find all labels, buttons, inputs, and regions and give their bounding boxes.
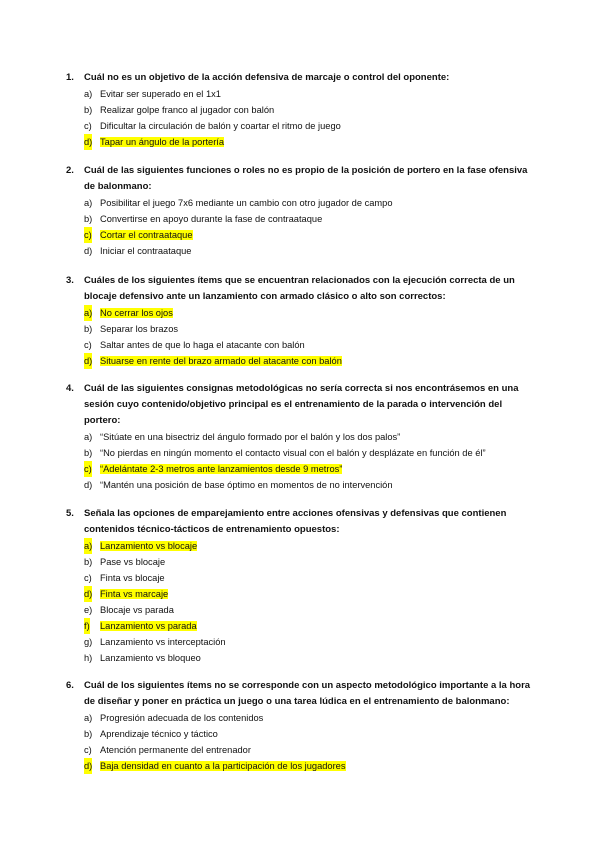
option-letter: a) [84, 198, 93, 208]
question-number: 3. [66, 275, 74, 286]
option-letter: f) [84, 618, 90, 634]
question-text: Señala las opciones de emparejamiento entre acciones ofensivas y defensivas que contienen contenidos técnico-tácticos de entrenamiento opuestos: [84, 508, 507, 535]
option-item [66, 570, 536, 586]
question-block [66, 70, 536, 150]
option-text: Finta vs marcaje [100, 589, 169, 599]
option-item-highlighted [66, 353, 536, 369]
option-letter: c) [84, 121, 92, 131]
question-text: Cuál de las siguientes funciones o roles no es propio de la posición de portero en la fase ofensiva de balonmano: [84, 165, 528, 192]
option-text: Lanzamiento vs interceptación [100, 637, 226, 647]
question-heading [66, 678, 536, 710]
option-letter: g) [84, 637, 93, 647]
option-letter: h) [84, 653, 93, 663]
option-letter: e) [84, 605, 93, 615]
option-item [66, 650, 536, 666]
option-letter: c) [84, 573, 92, 583]
option-letter: b) [84, 105, 93, 115]
option-item [66, 86, 536, 102]
option-letter: c) [84, 461, 92, 477]
option-item [66, 445, 536, 461]
option-text: “No pierdas en ningún momento el contacto visual con el balón y desplázate en función de él” [100, 448, 486, 458]
option-item [66, 321, 536, 337]
option-item [66, 477, 536, 493]
option-item [66, 243, 536, 259]
option-letter: d) [84, 246, 93, 256]
option-item [66, 742, 536, 758]
option-text: Baja densidad en cuanto a la participación de los jugadores [100, 761, 346, 771]
question-block [66, 506, 536, 666]
option-item-highlighted [66, 618, 536, 634]
option-text: Situarse en rente del brazo armado del atacante con balón [100, 356, 342, 366]
option-letter: a) [84, 713, 93, 723]
option-text: Blocaje vs parada [100, 605, 174, 615]
option-item [66, 710, 536, 726]
option-item-highlighted [66, 305, 536, 321]
option-text: Separar los brazos [100, 324, 179, 334]
option-item [66, 211, 536, 227]
option-item [66, 602, 536, 618]
option-text: Cortar el contraataque [100, 230, 193, 240]
option-letter: a) [84, 432, 93, 442]
question-number: 6. [66, 680, 74, 691]
option-text: Atención permanente del entrenador [100, 745, 251, 755]
option-letter: b) [84, 324, 93, 334]
option-letter: c) [84, 227, 92, 243]
question-number: 4. [66, 383, 74, 394]
question-block [66, 163, 536, 259]
option-letter: b) [84, 557, 93, 567]
option-text: Dificultar la circulación de balón y coartar el ritmo de juego [100, 121, 341, 131]
option-item [66, 102, 536, 118]
option-letter: b) [84, 729, 93, 739]
option-text: Posibilitar el juego 7x6 mediante un cambio con otro jugador de campo [100, 198, 393, 208]
option-text: Lanzamiento vs parada [100, 621, 197, 631]
question-heading [66, 163, 536, 195]
question-text: Cuáles de los siguientes ítems que se encuentran relacionados con la ejecución correcta de un blocaje defensivo ante un lanzamiento con armado clásico o alto son correctos: [84, 275, 515, 302]
option-item-highlighted [66, 586, 536, 602]
option-letter: c) [84, 340, 92, 350]
option-letter: b) [84, 214, 93, 224]
option-item [66, 726, 536, 742]
option-text: “Sitúate en una bisectriz del ángulo formado por el balón y los dos palos” [100, 432, 401, 442]
option-text: Tapar un ángulo de la portería [100, 137, 225, 147]
option-text: Convertirse en apoyo durante la fase de contraataque [100, 214, 323, 224]
option-item [66, 554, 536, 570]
option-text: No cerrar los ojos [100, 308, 173, 318]
question-text: Cuál no es un objetivo de la acción defensiva de marcaje o control del oponente: [84, 72, 450, 83]
option-text: Realizar golpe franco al jugador con balón [100, 105, 275, 115]
option-item [66, 195, 536, 211]
question-number: 2. [66, 165, 74, 176]
question-heading [66, 70, 536, 86]
question-block [66, 381, 536, 493]
question-text: Cuál de las siguientes consignas metodológicas no sería correcta si nos encontrásemos en una sesión cuyo contenido/objetivo principal es el entrenamiento de la parada o intervención del portero: [84, 383, 519, 426]
option-letter: d) [84, 586, 92, 602]
option-item-highlighted [66, 758, 536, 774]
option-letter: a) [84, 305, 92, 321]
option-item [66, 634, 536, 650]
option-item-highlighted [66, 538, 536, 554]
option-text: Lanzamiento vs bloqueo [100, 653, 201, 663]
option-text: Progresión adecuada de los contenidos [100, 713, 264, 723]
option-item-highlighted [66, 134, 536, 150]
option-text: Lanzamiento vs blocaje [100, 541, 198, 551]
question-heading [66, 506, 536, 538]
option-text: Evitar ser superado en el 1x1 [100, 89, 221, 99]
option-letter: a) [84, 538, 92, 554]
option-item-highlighted [66, 227, 536, 243]
option-text: Aprendizaje técnico y táctico [100, 729, 218, 739]
option-text: Iniciar el contraataque [100, 246, 192, 256]
option-item [66, 118, 536, 134]
option-letter: d) [84, 480, 93, 490]
option-letter: c) [84, 745, 92, 755]
option-item-highlighted [66, 461, 536, 477]
option-text: Finta vs blocaje [100, 573, 165, 583]
option-letter: d) [84, 353, 92, 369]
option-letter: a) [84, 89, 93, 99]
question-block [66, 273, 536, 369]
option-text: Pase vs blocaje [100, 557, 166, 567]
option-text: Saltar antes de que lo haga el atacante con balón [100, 340, 305, 350]
question-heading [66, 273, 536, 305]
question-number: 1. [66, 72, 74, 83]
option-letter: b) [84, 448, 93, 458]
question-text: Cuál de los siguientes ítems no se corresponde con un aspecto metodológico importante a la hora de diseñar y poner en práctica un juego o una tarea lúdica en el entrenamiento de balonmano: [84, 680, 531, 707]
option-item [66, 429, 536, 445]
option-letter: d) [84, 758, 92, 774]
question-block [66, 678, 536, 774]
option-item [66, 337, 536, 353]
question-number: 5. [66, 508, 74, 519]
option-text: “Mantén una posición de base óptimo en momentos de no intervención [100, 480, 393, 490]
option-text: “Adelántate 2-3 metros ante lanzamientos desde 9 metros” [100, 464, 343, 474]
question-heading [66, 381, 536, 429]
option-letter: d) [84, 134, 92, 150]
